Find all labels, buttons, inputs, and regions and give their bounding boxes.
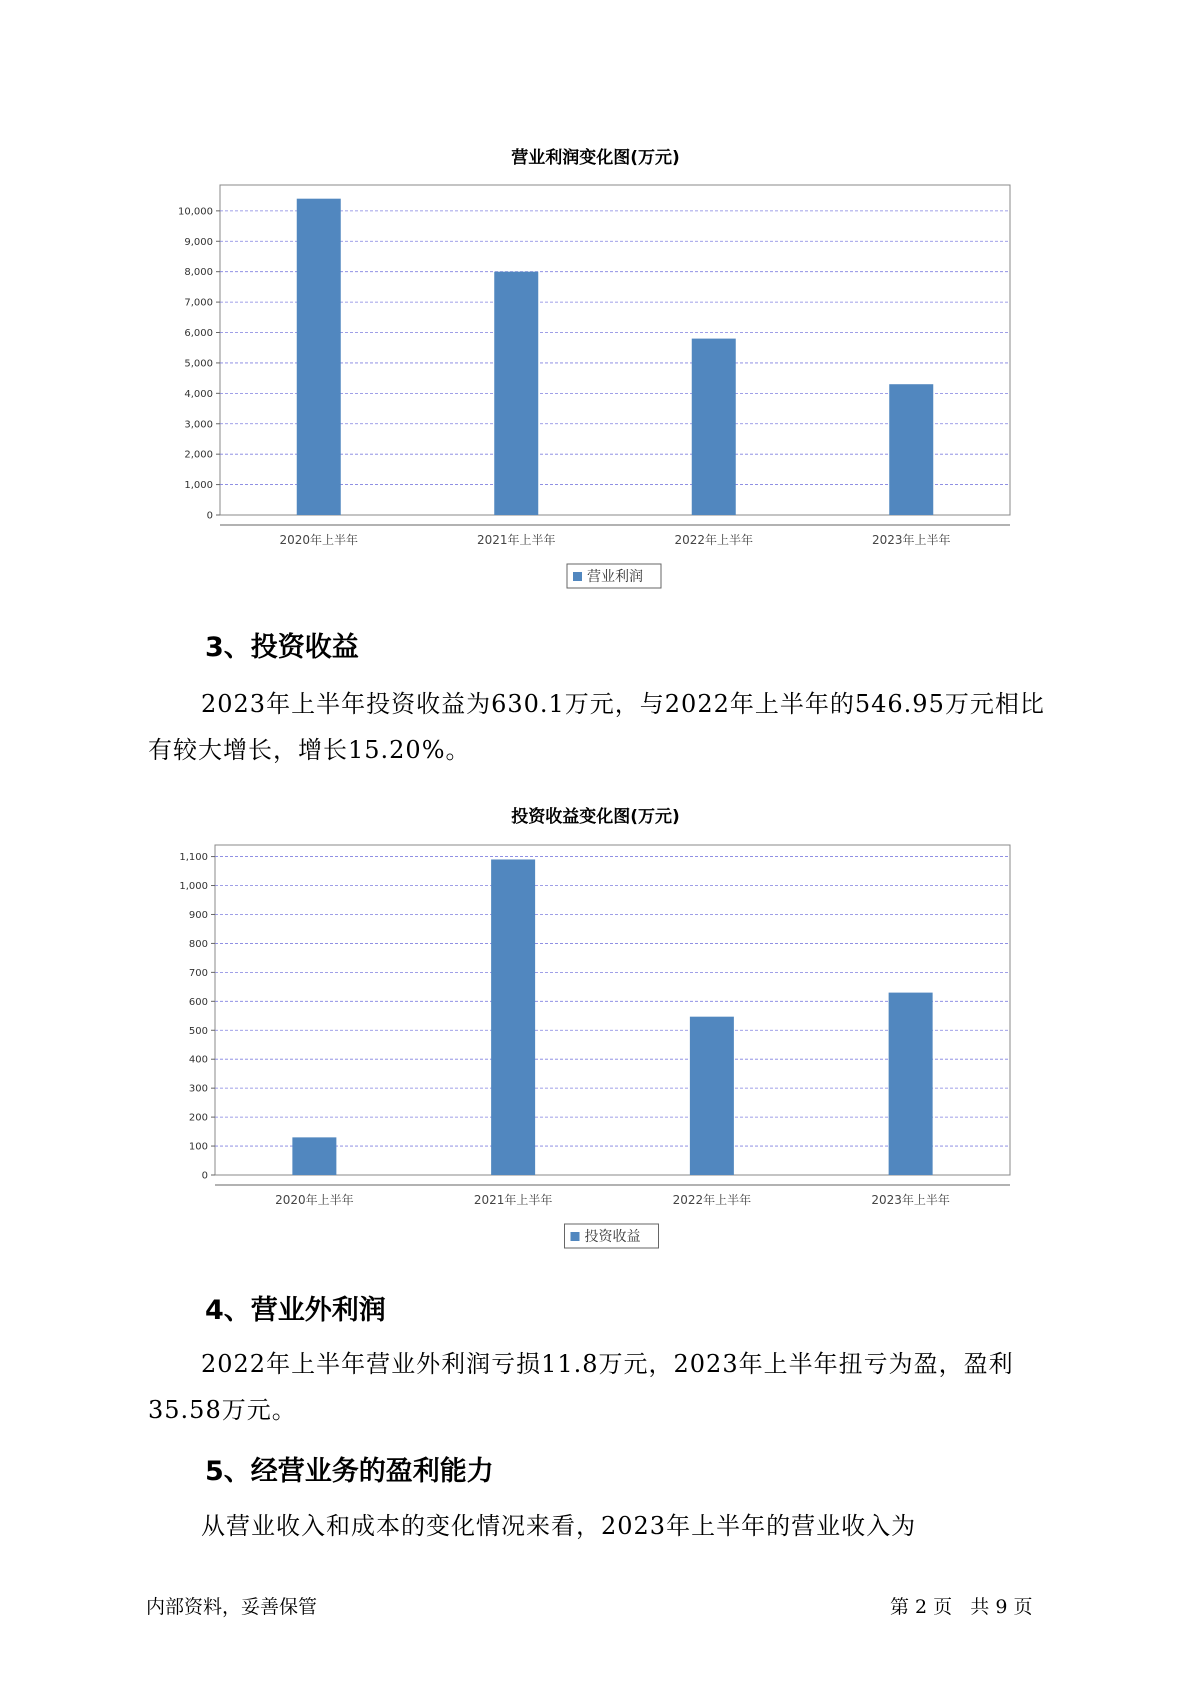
footer-page-number: 第 2 页 共 9 页: [890, 1596, 1033, 1618]
section-paragraph-investment-income: 2023年上半年投资收益为630.1万元，与2022年上半年的546.95万元相比有较大增长，增长15.20%。: [148, 690, 1045, 764]
x-tick-label: 2020年上半年: [279, 533, 359, 547]
bar: [491, 859, 535, 1175]
x-tick-label: 2023年上半年: [871, 533, 951, 547]
x-tick-label: 2020年上半年: [275, 1193, 354, 1207]
legend-label: 投资收益: [584, 1229, 641, 1245]
y-tick-label: 900: [188, 909, 208, 921]
y-tick-label: 1,100: [179, 852, 208, 864]
y-tick-label: 0: [206, 510, 213, 522]
y-tick-label: 300: [188, 1083, 208, 1095]
chart-title-investment-income: 投资收益变化图(万元): [511, 807, 680, 827]
y-tick-label: 7,000: [184, 297, 213, 309]
bar: [690, 1017, 734, 1175]
y-tick-label: 10,000: [178, 206, 213, 218]
y-tick-label: 800: [188, 938, 208, 950]
x-tick-label: 2022年上半年: [672, 1193, 752, 1207]
bar: [889, 384, 933, 515]
y-tick-label: 4,000: [184, 388, 213, 400]
y-tick-label: 9,000: [184, 236, 213, 248]
section-paragraph-non-operating-profit: 2022年上半年营业外利润亏损11.8万元，2023年上半年扭亏为盈，盈利35.58万元。: [148, 1350, 1014, 1424]
y-tick-label: 5,000: [184, 358, 213, 370]
y-tick-label: 2,000: [184, 449, 213, 461]
section-paragraph-profitability: 从营业收入和成本的变化情况来看，2023年上半年的营业收入为: [201, 1512, 917, 1540]
legend-swatch: [573, 572, 582, 581]
investment-income-bar-chart: [0, 830, 1191, 1270]
y-tick-label: 6,000: [184, 328, 213, 340]
y-tick-label: 500: [188, 1025, 208, 1037]
section-heading-investment-income: 3、投资收益: [205, 632, 359, 663]
bar: [494, 272, 538, 515]
x-tick-label: 2022年上半年: [674, 533, 754, 547]
y-tick-label: 8,000: [184, 267, 213, 279]
chart-title-operating-profit: 营业利润变化图(万元): [511, 148, 680, 168]
bar: [292, 1137, 336, 1175]
y-tick-label: 200: [188, 1112, 208, 1124]
section-heading-non-operating-profit: 4、营业外利润: [205, 1295, 386, 1326]
y-tick-label: 100: [188, 1141, 208, 1153]
bar: [297, 199, 341, 515]
operating-profit-bar-chart: [0, 170, 1191, 610]
y-tick-label: 0: [201, 1170, 208, 1182]
legend-swatch: [571, 1232, 580, 1241]
x-tick-label: 2021年上半年: [473, 1193, 553, 1207]
y-tick-label: 700: [188, 967, 208, 979]
x-tick-label: 2021年上半年: [476, 533, 556, 547]
y-tick-label: 1,000: [184, 480, 213, 492]
x-tick-label: 2023年上半年: [871, 1193, 950, 1207]
y-tick-label: 1,000: [179, 881, 208, 893]
y-tick-label: 600: [188, 996, 208, 1008]
section-heading-profitability: 5、经营业务的盈利能力: [205, 1456, 494, 1487]
bar: [889, 993, 933, 1175]
legend-label: 营业利润: [587, 569, 643, 585]
bar: [692, 339, 736, 515]
y-tick-label: 3,000: [184, 419, 213, 431]
y-tick-label: 400: [188, 1054, 208, 1066]
footer-confidential-note: 内部资料，妥善保管: [146, 1596, 318, 1618]
